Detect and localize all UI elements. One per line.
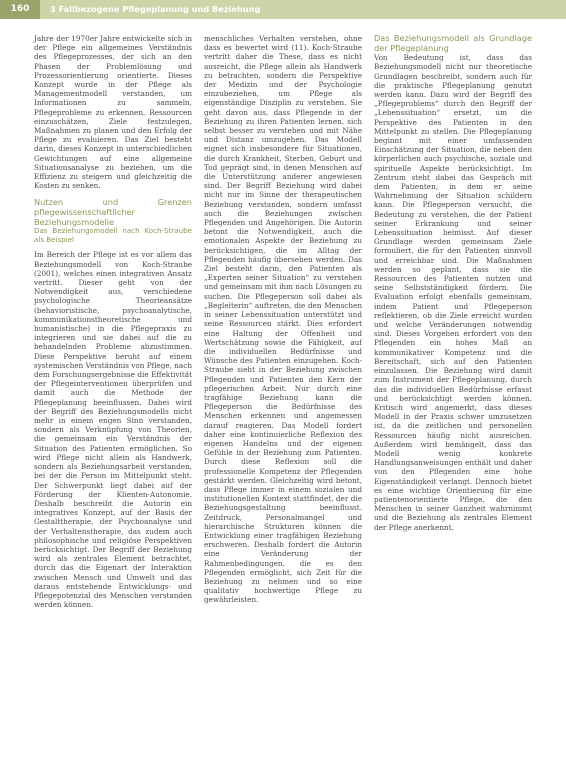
section-heading: Das Beziehungsmodell als Grundlage der Pflegeplanung [374,33,532,53]
body-paragraph: Von Bedeutung ist, dass das Beziehungsmodell nicht nur theoretische Grundlagen beschreibt, sondern auch für die praktische Pflegeplanung genutzt werden kann. Dazu wird der Begriff des „Pflegeproblems“ durch den Begriff der „Lebenssituation“ ersetzt, um die Perspektive des Patienten in den Mittelpunkt zu stellen. Die Pflegeplanung beginnt mit einer umfassenden Einschätzung der Situation, die neben den körperlichen auch psychische, soziale und spirituelle Aspekte berücksichtigt. Im Zentrum steht dabei das Gespräch mit dem Patienten, in dem er seine Wahrnehmung der Situation schildern kann. Die Pflegeperson versucht, die Bedeutung zu verstehen, die der Patient seiner Erkrankung und seiner Lebenssituation beimisst. Auf dieser Grundlage werden gemeinsam Ziele formuliert, die für den Patienten sinnvoll und erreichbar sind. Die Maßnahmen werden so geplant, dass sie die Ressourcen des Patienten nutzen und seine Selbstständigkeit fördern. Die Evaluation erfolgt ebenfalls gemeinsam, indem Patient und Pflegeperson reflektieren, ob die Ziele erreicht wurden und welche Veränderungen notwendig sind. Dieses Vorgehen erfordert von den Pflegenden ein hohes Maß an kommunikativer Kompetenz und die Bereitschaft, sich auf den Patienten einzulassen. Die Beziehung wird damit zum Instrument der Pflegeplanung, durch das die individuellen Bedürfnisse erfasst und berücksichtigt werden können. Kritisch wird angemerkt, dass dieses Modell in der Praxis schwer umzusetzen ist, da die zeitlichen und personellen Ressourcen häufig nicht ausreichen. Außerdem wird bemängelt, dass das Modell wenig konkrete Handlungsanweisungen enthält und daher von den Pflegenden eine hohe Eigenständigkeit verlangt. Dennoch bietet es eine wichtige Orientierung für eine patientenorientierte Pflege, die den Menschen in seiner Ganzheit wahrnimmt und die Beziehung als zentrales Element der Pflege anerkennt. [374,53,532,532]
text-column-right [374,34,532,532]
running-head: 3 Fallbezogene Pflegeplanung und Beziehung [50,4,261,14]
body-paragraph: Im Bereich der Pflege ist es vor allem das Beziehungsmodell von Koch-Straube (2001), welches einen integrativen Ansatz vertritt. Dieser geht von der Notwendigkeit aus, verschiedene psychologische Theorieansätze (behavioristische, psychoanalytische, kommunikationstheoretische und humanistische) in die Pflegepraxis zu integrieren und sie dabei auf die zu behandelnden Probleme abzustimmen. Diese Perspektive beruht auf einem systemischen Verständnis von Pflege, nach dem Forschungsergebnisse die Effektivität der Pflegeinterventionen überprüfen und damit auch die Methode der Pflegeplanung beeinflussen. Dabei wird der Begriff des Beziehungsmodells nicht mehr in einem engen Sinn verstanden, sondern als Verknüpfung von Theorien, die gemeinsam ein Verständnis der Situation des Patienten ermöglichen. So wird Pflege nicht allein als Handwerk, sondern als Beziehungsarbeit verstanden, bei der die Person im Mittelpunkt steht. Der Schwerpunkt liegt dabei auf der Förderung der Klienten-Autonomie. Deshalb beschreibt die Autorin ein integratives Konzept, auf der Basis der Gestalttherapie, der Psychoanalyse und der Verhaltenstherapie, das zudem auch philosophische und religiöse Perspektiven berücksichtigt. Der Begriff der Beziehung wird als zentrales Element betrachtet, durch das die Eigenart der Interaktion zwischen Mensch und Umwelt und das daraus entstehende Entwicklungs- und Pflegepotenzial des Menschen verstanden werden können. [34,250,192,610]
page-number: 160 [0,0,40,19]
text-column-left [34,34,192,609]
section-heading: Nutzen und Grenzen pflegewissenschaftlicher Beziehungsmodelle [34,197,192,227]
text-column-middle [204,34,362,605]
body-paragraph: Jahre der 1970er Jahre entwickelte sich in der Pflege ein allgemeines Verständnis des Pflegeprozesses, der sich an den Phasen der Problemlösung und Prozessorientierung orientierte. Dieses Konzept wurde in der Pflege als Managementmodell verstanden, um Informationen zu sammeln, Pflegeprobleme zu erkennen, Ressourcen einzuschätzen, Ziele festzulegen, Maßnahmen zu planen und den Erfolg der Pflege zu evaluieren. Das Ziel besteht darin, dieses Konzept in unterschiedlichen Gewichtungen auf eine allgemeine Situationsanalyse zu beziehen, um die Effizienz zu steigern und gleichzeitig die Kosten zu senken. [34,34,192,191]
body-paragraph: menschliches Verhalten verstehen, ohne dass es bewertet wird (11). Koch-Straube vertritt daher die These, dass es nicht ausreicht, die Pflege allein als Handwerk zu betrachten, sondern die Perspektive der Medizin und der Psychologie einzubeziehen, um Pflege als eigenständige Disziplin zu verstehen. Sie geht davon aus, dass Pflegende in der Beziehung zu ihren Patienten lernen, sich selbst besser zu verstehen und mit Nähe und Distanz umzugehen. Das Modell eignet sich insbesondere für Situationen, die durch Krankheit, Sterben, Geburt und Tod geprägt sind, in denen Menschen auf die Unterstützung anderer angewiesen sind. Der Begriff Beziehung wird dabei nicht nur im Sinne der therapeutischen Beziehung verstanden, sondern umfasst auch die Beziehungen zwischen Pflegenden und Angehörigen. Die Autorin betont die Notwendigkeit, auch die emotionalen Aspekte der Beziehung zu berücksichtigen, die im Alltag der Pflegenden häufig übersehen werden. Das Ziel besteht darin, den Patienten als „Experten seiner Situation“ zu verstehen und gemeinsam mit ihm nach Lösungen zu suchen. Die Pflegeperson soll dabei als „Begleiterin“ auftreten, die den Menschen in seiner Lebenssituation unterstützt und seine Ressourcen stärkt. Dies erfordert eine Haltung der Offenheit und Wertschätzung sowie die Fähigkeit, auf die individuellen Bedürfnisse und Wünsche des Patienten einzugehen. Koch-Straube sieht in der Beziehung zwischen Pflegenden und Patienten den Kern der pflegerischen Arbeit. Nur durch eine tragfähige Beziehung kann die Pflegeperson die Bedürfnisse des Menschen erkennen und angemessen darauf reagieren. Das Modell fordert daher eine kontinuierliche Reflexion des eigenen Handelns und der eigenen Gefühle in der Beziehung zum Patienten. Durch diese Reflexion soll die professionelle Kompetenz der Pflegenden gestärkt werden. Gleichzeitig wird betont, dass Pflege immer in einem sozialen und institutionellen Kontext stattfindet, der die Beziehungsgestaltung beeinflusst. Zeitdruck, Personalmangel und hierarchische Strukturen können die Entwicklung einer tragfähigen Beziehung erschweren. Deshalb fordert die Autorin eine Veränderung der Rahmenbedingungen, die es den Pflegenden ermöglicht, sich Zeit für die Beziehung zu nehmen und so eine qualitativ hochwertige Pflege zu gewährleisten. [204,34,362,605]
section-subheading: Das Beziehungsmodell nach Koch-Straube als Beispiel [34,226,192,244]
